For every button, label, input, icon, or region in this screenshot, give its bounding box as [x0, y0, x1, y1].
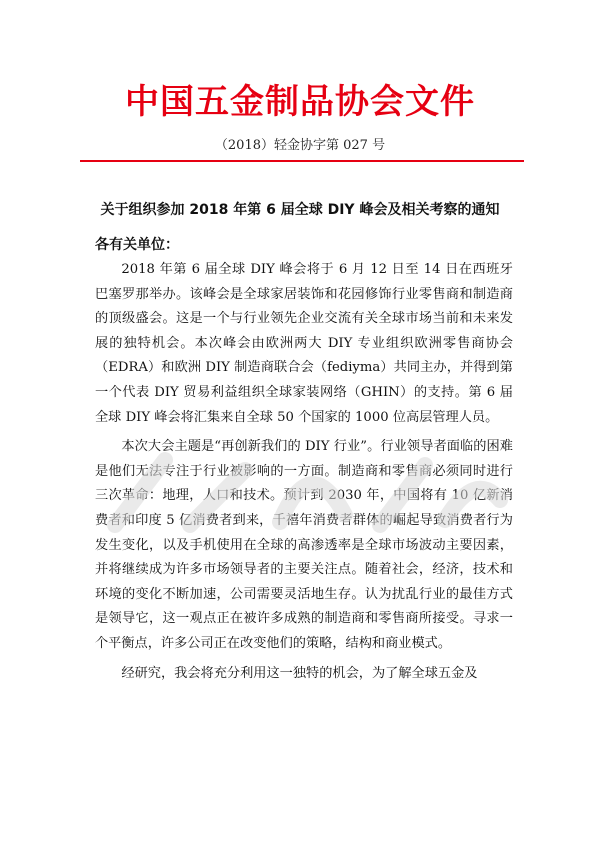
addressee: 各有关单位： — [95, 237, 179, 253]
body-text — [95, 258, 513, 691]
paragraph-1: 2018 年第 6 届全球 DIY 峰会将于 6 月 12 日至 14 日在西班牙巴塞罗那举办。该峰会是全球家居装饰和花园修饰行业零售商和制造商的顶级盛会。这是一个与行业领先企业交流有关全球市场当前和未来发展的独特机会。本次峰会由欧洲两大 DIY 专业组织欧洲零售商协会（EDRA）和欧洲 DIY 制造商联合会（fediyma）共同主办，并得到第一个代表 DIY 贸易利益组织全球家装网络（GHIN）的支持。第 6 届全球 DIY 峰会将汇集来自全球 50 个国家的 1000 位高层管理人员。 — [95, 262, 513, 425]
header-title: 中国五金制品协会文件 — [125, 82, 475, 122]
paragraph-2: 本次大会主题是“再创新我们的 DIY 行业”。行业领导者面临的困难是他们无法专注于行业被影响的一方面。制造商和零售商必须同时进行三次革命：地理，人口和技术。预计到 2030 年，中国将有 10 亿新消费者和印度 5 亿消费者到来，千禧年消费者群体的崛起导致消费者行为发生变化，以及手机使用在全球的高渗透率是全球市场波动主要因素，并将继续成为许多市场领导者的主要关注点。随着社会，经济，技术和环境的变化不断加速，公司需要灵活地生存。认为扰乱行业的最佳方式是领导它，这一观点正在被许多成熟的制造商和零售商所接受。寻求一个平衡点，许多公司正在改变他们的策略，结构和商业模式。 — [95, 439, 513, 651]
paragraph-3: 经研究，我会将充分利用这一独特的机会，为了解全球五金及 — [121, 665, 478, 681]
notice-title: 关于组织参加 2018 年第 6 届全球 DIY 峰会及相关考察的通知 — [100, 202, 500, 218]
red-divider — [80, 160, 524, 162]
document-number: （2018）轻金协字第 027 号 — [214, 138, 386, 153]
